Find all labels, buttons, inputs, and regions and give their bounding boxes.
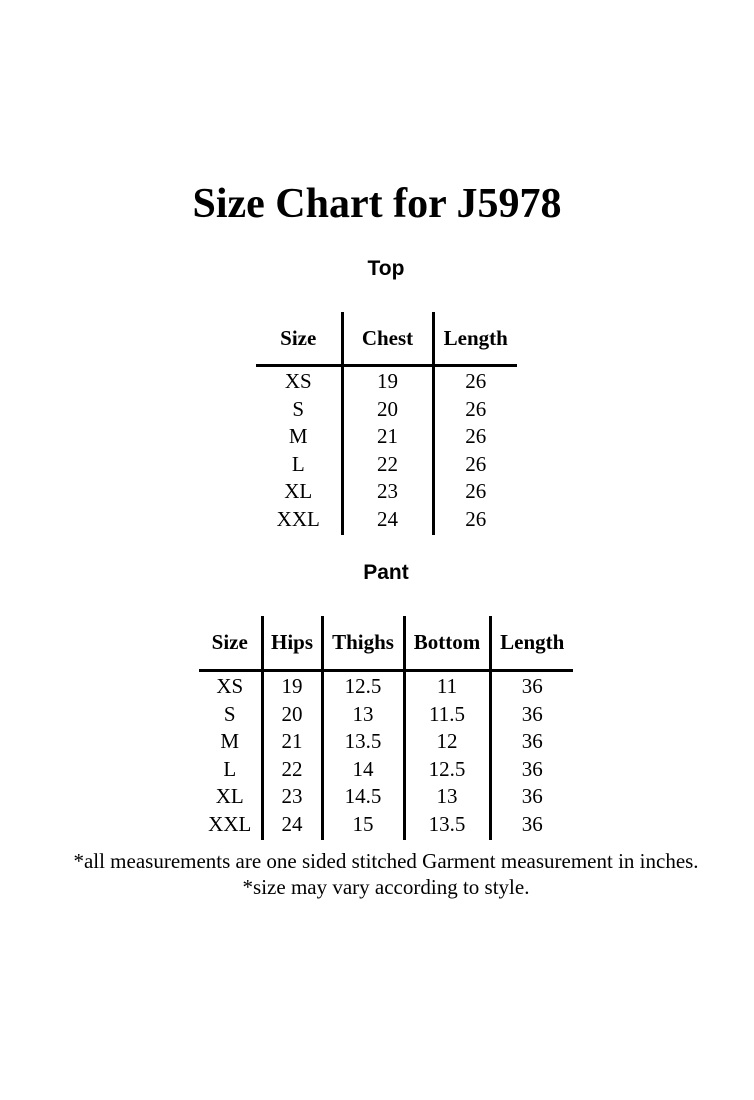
table-cell: 26	[465, 424, 487, 448]
table-cell: 36	[521, 674, 543, 698]
table-cell: 26	[465, 506, 487, 531]
table-cell: XL	[256, 478, 342, 506]
table-row	[199, 728, 573, 756]
column-header: Thighs	[322, 616, 404, 671]
table-cell: L	[256, 451, 342, 479]
table-cell: 36	[521, 701, 543, 726]
table-row	[256, 478, 517, 506]
column-header: Bottom	[404, 616, 490, 671]
table-cell: 26	[465, 451, 487, 476]
table-row	[199, 783, 573, 811]
footnote-measurements: *all measurements are one sided stitched Garment measurement in inches.	[73, 849, 699, 873]
footnote-size-variation: *size may vary according to style.	[242, 875, 530, 899]
column-header: Size	[256, 312, 342, 366]
table-row	[199, 701, 573, 729]
table-cell: 12.5	[404, 756, 490, 784]
table-cell: 19	[262, 671, 322, 701]
column-header: Size	[199, 616, 262, 671]
table-cell: 13	[322, 701, 404, 729]
table-cell: M	[199, 728, 262, 756]
table-row	[256, 366, 517, 396]
table-cell: L	[199, 756, 262, 784]
table-header-row	[199, 616, 573, 671]
table-cell: 36	[521, 811, 543, 836]
table-cell: 20	[262, 701, 322, 729]
table-row	[256, 506, 517, 536]
pant-size-table	[199, 616, 573, 840]
table-row	[199, 811, 573, 841]
table-cell: XS	[256, 366, 342, 396]
top-section-label: Top	[367, 257, 405, 280]
table-cell: 23	[262, 783, 322, 811]
table-cell: XXL	[199, 811, 262, 841]
table-cell: 13.5	[322, 728, 404, 756]
table-cell: 12	[404, 728, 490, 756]
table-cell: 19	[342, 366, 433, 396]
table-cell: 36	[521, 729, 543, 753]
column-header: Length	[490, 616, 573, 671]
table-cell: 13.5	[404, 811, 490, 841]
table-cell: 11	[404, 671, 490, 701]
table-cell: 12.5	[322, 671, 404, 701]
table-cell: 21	[342, 423, 433, 451]
column-header: Chest	[342, 312, 433, 366]
table-cell: 11.5	[404, 701, 490, 729]
table-cell: S	[199, 701, 262, 729]
table-cell: 15	[322, 811, 404, 841]
footnotes	[0, 848, 754, 900]
table-cell: 22	[342, 451, 433, 479]
table-cell: 20	[342, 396, 433, 424]
table-cell: 14	[322, 756, 404, 784]
table-cell: 21	[262, 728, 322, 756]
table-cell: 26	[465, 396, 487, 421]
table-cell: 24	[262, 811, 322, 841]
table-row	[256, 396, 517, 424]
table-row	[256, 423, 517, 451]
table-cell: S	[256, 396, 342, 424]
column-header: Length	[433, 312, 517, 366]
table-cell: XS	[199, 671, 262, 701]
table-cell: 36	[521, 784, 543, 808]
column-header: Hips	[262, 616, 322, 671]
pant-section-label: Pant	[363, 561, 409, 584]
table-header-row	[256, 312, 517, 366]
table-cell: 24	[342, 506, 433, 536]
table-cell: M	[256, 423, 342, 451]
table-cell: 23	[342, 478, 433, 506]
table-cell: 26	[465, 479, 487, 503]
table-row	[199, 756, 573, 784]
page-title: Size Chart for J5978	[192, 181, 562, 227]
table-cell: 14.5	[322, 783, 404, 811]
table-cell: 22	[262, 756, 322, 784]
table-cell: XL	[199, 783, 262, 811]
table-cell: 36	[521, 756, 543, 781]
table-row	[199, 671, 573, 701]
table-cell: 26	[465, 369, 487, 393]
table-cell: 13	[404, 783, 490, 811]
table-cell: XXL	[256, 506, 342, 536]
top-size-table	[256, 312, 517, 535]
table-row	[256, 451, 517, 479]
